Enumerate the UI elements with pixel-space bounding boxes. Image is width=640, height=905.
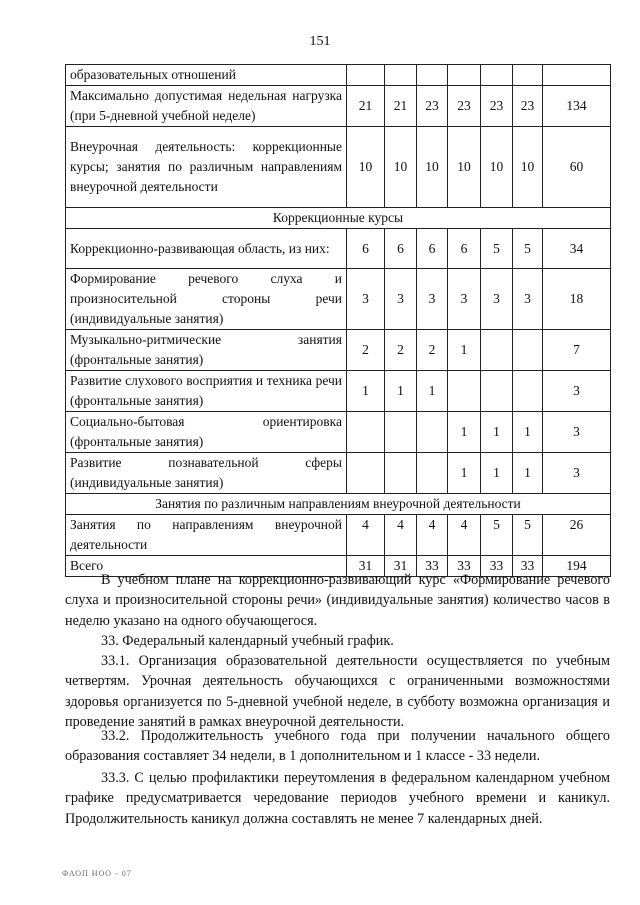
- grade-hours-cell: 31: [385, 556, 417, 577]
- grade-hours-cell: 4: [448, 515, 481, 556]
- grade-hours-cell: 1: [448, 412, 481, 453]
- grade-hours-cell: 2: [385, 330, 417, 371]
- grade-hours-cell: [448, 65, 481, 86]
- grade-hours-cell: 23: [481, 86, 513, 127]
- grade-hours-cell: 2: [347, 330, 385, 371]
- grade-hours-cell: [448, 371, 481, 412]
- grade-hours-cell: 4: [385, 515, 417, 556]
- grade-hours-cell: [417, 453, 448, 494]
- grade-hours-cell: 5: [513, 229, 543, 269]
- grade-hours-cell: [481, 330, 513, 371]
- grade-hours-cell: 33: [417, 556, 448, 577]
- grade-hours-cell: [481, 371, 513, 412]
- grade-hours-cell: 3: [347, 269, 385, 330]
- grade-hours-cell: 3: [481, 269, 513, 330]
- section-heading: Занятия по различным направлениям внеурочной деятельности: [66, 494, 611, 515]
- grade-hours-cell: 1: [385, 371, 417, 412]
- total-cell: 26: [543, 515, 611, 556]
- table-row: [66, 65, 611, 86]
- row-label: Коррекционно-развивающая область, из них:: [66, 229, 347, 269]
- grade-hours-cell: [513, 65, 543, 86]
- table-row: [66, 229, 611, 269]
- grade-hours-cell: 33: [513, 556, 543, 577]
- table-section-row: [66, 208, 611, 229]
- grade-hours-cell: 1: [513, 412, 543, 453]
- row-label: Внеурочная деятельность: коррекционные курсы; занятия по различным направлениям внеурочной деятельности: [66, 127, 347, 208]
- table-row: [66, 86, 611, 127]
- grade-hours-cell: [385, 412, 417, 453]
- table-row: [66, 412, 611, 453]
- grade-hours-cell: 6: [417, 229, 448, 269]
- total-cell: 3: [543, 453, 611, 494]
- paragraph-33-3: 33.3. С целью профилактики переутомления в федеральном календарном учебном графике предусматривается чередование периодов учебного времени и каникул. Продолжительность каникул должна составлять не менее 7 календарных дней.: [65, 770, 610, 827]
- row-label: Занятия по направлениям внеурочной деятельности: [66, 515, 347, 556]
- paragraph-33-heading: 33. Федеральный календарный учебный график.: [101, 633, 394, 649]
- grade-hours-cell: [385, 65, 417, 86]
- curriculum-table: [65, 64, 611, 577]
- total-cell: 60: [543, 127, 611, 208]
- grade-hours-cell: 4: [347, 515, 385, 556]
- grade-hours-cell: [513, 330, 543, 371]
- total-cell: 18: [543, 269, 611, 330]
- grade-hours-cell: 21: [347, 86, 385, 127]
- grade-hours-cell: [347, 65, 385, 86]
- grade-hours-cell: 2: [417, 330, 448, 371]
- table-row: [66, 515, 611, 556]
- row-label: Формирование речевого слуха и произносительной стороны речи (индивидуальные занятия): [66, 269, 347, 330]
- grade-hours-cell: 6: [347, 229, 385, 269]
- table-row: [66, 371, 611, 412]
- grade-hours-cell: 1: [481, 453, 513, 494]
- grade-hours-cell: 21: [385, 86, 417, 127]
- total-cell: [543, 65, 611, 86]
- grade-hours-cell: 5: [481, 515, 513, 556]
- grade-hours-cell: 3: [385, 269, 417, 330]
- page-number: 151: [309, 34, 331, 49]
- total-cell: 194: [543, 556, 611, 577]
- total-cell: 3: [543, 371, 611, 412]
- grade-hours-cell: [417, 412, 448, 453]
- grade-hours-cell: 10: [513, 127, 543, 208]
- grade-hours-cell: [513, 371, 543, 412]
- grade-hours-cell: 5: [481, 229, 513, 269]
- grade-hours-cell: [347, 412, 385, 453]
- document-footer: ФАОП НОО - 07: [62, 869, 132, 878]
- grade-hours-cell: 10: [347, 127, 385, 208]
- grade-hours-cell: 33: [448, 556, 481, 577]
- grade-hours-cell: [347, 453, 385, 494]
- grade-hours-cell: 23: [417, 86, 448, 127]
- table-row: [66, 330, 611, 371]
- grade-hours-cell: 4: [417, 515, 448, 556]
- section-heading: Коррекционные курсы: [66, 208, 611, 229]
- grade-hours-cell: 1: [417, 371, 448, 412]
- grade-hours-cell: 10: [417, 127, 448, 208]
- row-label: Социально-бытовая ориентировка (фронтальные занятия): [66, 412, 347, 453]
- table-row: [66, 453, 611, 494]
- grade-hours-cell: [481, 65, 513, 86]
- row-label: образовательных отношений: [66, 65, 347, 86]
- grade-hours-cell: 23: [448, 86, 481, 127]
- grade-hours-cell: 33: [481, 556, 513, 577]
- grade-hours-cell: [385, 453, 417, 494]
- table-section-row: [66, 494, 611, 515]
- grade-hours-cell: 10: [448, 127, 481, 208]
- paragraph-course-note: В учебном плане на коррекционно-развивающий курс «Формирование речевого слуха и произносительной стороны речи» (индивидуальные занятия) количество часов в неделю указано на одного обучающегося.: [65, 572, 610, 629]
- total-cell: 134: [543, 86, 611, 127]
- grade-hours-cell: 3: [513, 269, 543, 330]
- paragraph-33-2: 33.2. Продолжительность учебного года при получении начального общего образования составляет 34 недели, в 1 дополнительном и 1 классе - 33 недели.: [65, 728, 610, 765]
- grade-hours-cell: 6: [385, 229, 417, 269]
- table-row: [66, 269, 611, 330]
- grade-hours-cell: 10: [385, 127, 417, 208]
- row-label: Музыкально-ритмические занятия (фронтальные занятия): [66, 330, 347, 371]
- grade-hours-cell: 3: [417, 269, 448, 330]
- grade-hours-cell: 1: [347, 371, 385, 412]
- grade-hours-cell: 5: [513, 515, 543, 556]
- grade-hours-cell: 10: [481, 127, 513, 208]
- grade-hours-cell: 31: [347, 556, 385, 577]
- total-cell: 34: [543, 229, 611, 269]
- table-row: [66, 127, 611, 208]
- grade-hours-cell: 6: [448, 229, 481, 269]
- grade-hours-cell: 1: [513, 453, 543, 494]
- row-label: Всего: [66, 556, 347, 577]
- paragraph-33-1: 33.1. Организация образовательной деятельности осуществляется по учебным четвертям. Урочная деятельность обучающихся с ограниченными возможностями здоровья организуется по 5-дневной учебной неделе, в субботу возможна организация и проведение занятий в рамках внеурочной деятельности.: [65, 653, 610, 730]
- grade-hours-cell: 23: [513, 86, 543, 127]
- grade-hours-cell: 3: [448, 269, 481, 330]
- grade-hours-cell: 1: [448, 453, 481, 494]
- row-label: Развитие познавательной сферы (индивидуальные занятия): [66, 453, 347, 494]
- grade-hours-cell: [417, 65, 448, 86]
- total-cell: 3: [543, 412, 611, 453]
- row-label: Максимально допустимая недельная нагрузка (при 5-дневной учебной неделе): [66, 86, 347, 127]
- total-cell: 7: [543, 330, 611, 371]
- grade-hours-cell: 1: [448, 330, 481, 371]
- row-label: Развитие слухового восприятия и техника речи (фронтальные занятия): [66, 371, 347, 412]
- grade-hours-cell: 1: [481, 412, 513, 453]
